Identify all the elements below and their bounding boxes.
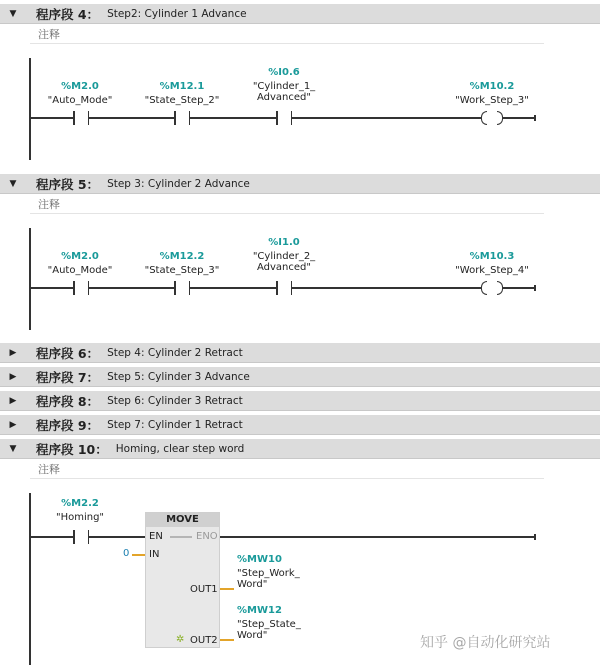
contact-tag[interactable]: "Auto_Mode" — [47, 95, 113, 106]
out1-pin-label[interactable]: OUT1 — [190, 584, 218, 595]
network-header-10[interactable] — [0, 439, 600, 459]
network-header-9[interactable] — [0, 415, 600, 435]
network-title[interactable]: Step 4: Cylinder 2 Retract — [107, 346, 243, 359]
rung-wire — [220, 536, 535, 538]
no-contact-state-step-2[interactable] — [174, 111, 190, 125]
no-contact-state-step-3[interactable] — [174, 281, 190, 295]
no-contact-auto-mode[interactable] — [73, 111, 89, 125]
in-wire — [132, 554, 145, 556]
triangle-down-icon[interactable]: ▼ — [9, 178, 17, 189]
triangle-right-icon[interactable]: ▶ — [9, 371, 17, 382]
contact-address[interactable]: %M12.1 — [159, 81, 205, 92]
coil-work-step-4[interactable] — [481, 281, 503, 295]
contact-tag[interactable]: "State_Step_3" — [144, 265, 220, 276]
network-label: 程序段 6： — [36, 345, 100, 361]
contact-address[interactable]: %I0.6 — [268, 67, 300, 78]
network-label: 程序段 9： — [36, 417, 100, 433]
no-contact-cylinder-1-advanced[interactable] — [276, 111, 292, 125]
contact-address[interactable]: %M2.0 — [61, 251, 99, 262]
network-header-7[interactable] — [0, 367, 600, 387]
triangle-right-icon[interactable]: ▶ — [9, 347, 17, 358]
move-title: MOVE — [146, 513, 219, 527]
out2-pin-label[interactable]: OUT2 — [190, 635, 218, 646]
triangle-down-icon[interactable]: ▼ — [9, 8, 17, 19]
network-title[interactable]: Step 3: Cylinder 2 Advance — [107, 177, 250, 190]
contact-tag[interactable]: "State_Step_2" — [144, 95, 220, 106]
network-title[interactable]: Step 6: Cylinder 3 Retract — [107, 394, 243, 407]
rung-end — [534, 534, 536, 540]
contact-address[interactable]: %M2.2 — [61, 498, 99, 509]
star-icon[interactable]: ✲ — [176, 634, 185, 645]
coil-work-step-3[interactable] — [481, 111, 503, 125]
left-power-rail — [29, 493, 31, 665]
rung-end — [534, 115, 536, 121]
network-label: 程序段 10： — [36, 441, 108, 457]
contact-address[interactable]: %M12.2 — [159, 251, 205, 262]
move-instruction-box[interactable] — [145, 512, 220, 648]
no-contact-homing[interactable] — [73, 530, 89, 544]
left-power-rail — [29, 58, 31, 160]
in-pin-label[interactable]: IN — [149, 549, 160, 560]
out2-address[interactable]: %MW12 — [237, 605, 282, 616]
out2-wire — [220, 639, 234, 641]
out1-tag[interactable]: "Step_Work_ Word" — [237, 568, 300, 590]
in-value[interactable]: 0 — [123, 548, 130, 559]
triangle-down-icon[interactable]: ▼ — [9, 443, 17, 454]
network-comment-10[interactable]: 注释 — [30, 461, 544, 479]
no-contact-auto-mode[interactable] — [73, 281, 89, 295]
network-comment-5[interactable]: 注释 — [30, 196, 544, 214]
en-eno-link — [170, 536, 192, 538]
en-pin-label[interactable]: EN — [149, 531, 163, 542]
eno-pin-label[interactable]: ENO — [196, 531, 218, 542]
network-label: 程序段 8： — [36, 393, 100, 409]
contact-tag[interactable]: "Cylinder_2_ Advanced" — [252, 251, 316, 273]
network-label: 程序段 4： — [36, 6, 100, 22]
watermark-text: 知乎 @自动化研究站 — [420, 635, 551, 651]
network-title[interactable]: Step2: Cylinder 1 Advance — [107, 7, 247, 20]
left-power-rail — [29, 228, 31, 330]
network-label: 程序段 7： — [36, 369, 100, 385]
contact-tag[interactable]: "Auto_Mode" — [47, 265, 113, 276]
out2-tag[interactable]: "Step_State_ Word" — [237, 619, 301, 641]
coil-tag[interactable]: "Work_Step_3" — [455, 95, 529, 106]
network-title[interactable]: Step 5: Cylinder 3 Advance — [107, 370, 250, 383]
network-header-5[interactable] — [0, 174, 600, 194]
triangle-right-icon[interactable]: ▶ — [9, 395, 17, 406]
network-comment-4[interactable]: 注释 — [30, 26, 544, 44]
network-header-8[interactable] — [0, 391, 600, 411]
contact-tag[interactable]: "Cylinder_1_ Advanced" — [252, 81, 316, 103]
network-label: 程序段 5： — [36, 176, 100, 192]
network-title[interactable]: Homing, clear step word — [115, 442, 245, 455]
network-title[interactable]: Step 7: Cylinder 1 Retract — [107, 418, 243, 431]
no-contact-cylinder-2-advanced[interactable] — [276, 281, 292, 295]
coil-address[interactable]: %M10.2 — [469, 81, 515, 92]
contact-address[interactable]: %I1.0 — [268, 237, 300, 248]
out1-address[interactable]: %MW10 — [237, 554, 282, 565]
coil-address[interactable]: %M10.3 — [469, 251, 515, 262]
out1-wire — [220, 588, 234, 590]
contact-address[interactable]: %M2.0 — [61, 81, 99, 92]
rung-end — [534, 285, 536, 291]
network-header-4[interactable] — [0, 4, 600, 24]
coil-tag[interactable]: "Work_Step_4" — [455, 265, 529, 276]
contact-tag[interactable]: "Homing" — [55, 512, 105, 523]
network-header-6[interactable] — [0, 343, 600, 363]
triangle-right-icon[interactable]: ▶ — [9, 419, 17, 430]
